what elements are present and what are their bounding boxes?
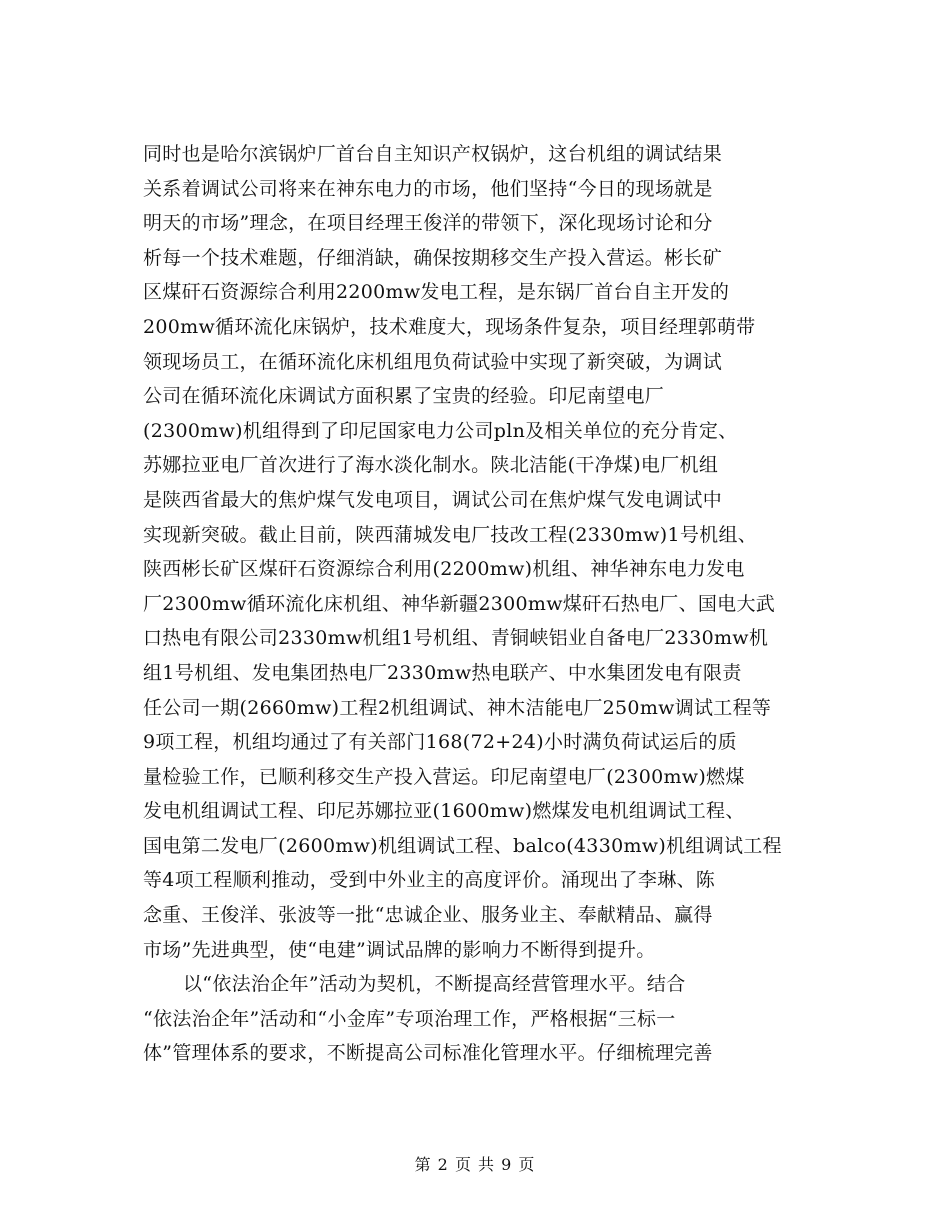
text-line: 厂2300mw循环流化床机组、神华新疆2300mw煤矸石热电厂、国电大武 <box>143 592 776 615</box>
text-line: 国电第二发电厂(2600mw)机组调试工程、balco(4330mw)机组调试工程 <box>143 834 782 857</box>
text-line: 体”管理体系的要求，不断提高公司标准化管理水平。仔细梳理完善 <box>143 1042 713 1065</box>
text-line: 200mw循环流化床锅炉，技术难度大，现场条件复杂，项目经理郭萌带 <box>143 315 756 338</box>
text-line: 区煤矸石资源综合利用2200mw发电工程，是东锅厂首台自主开发的 <box>143 281 730 304</box>
text-line: 等4项工程顺利推动，受到中外业主的高度评价。涌现出了李琳、陈 <box>143 869 716 892</box>
text-line: 公司在循环流化床调试方面积累了宝贵的经验。印尼南望电厂 <box>143 385 665 408</box>
text-line: 市场”先进典型，使“电建”调试品牌的影响力不断得到提升。 <box>143 938 656 961</box>
text-line: 明天的市场”理念，在项目经理王俊洋的带领下，深化现场讨论和分 <box>143 212 713 235</box>
text-line: 念重、王俊洋、张波等一批“忠诚企业、服务业主、奉献精品、赢得 <box>143 904 713 927</box>
text-line: 关系着调试公司将来在神东电力的市场，他们坚持“今日的现场就是 <box>143 177 713 200</box>
text-line: 发电机组调试工程、印尼苏娜拉亚(1600mw)燃煤发电机组调试工程、 <box>143 800 745 823</box>
text-line: 口热电有限公司2330mw机组1号机组、青铜峡铝业自备电厂2330mw机 <box>143 627 769 650</box>
text-line: 实现新突破。截止目前，陕西蒲城发电厂技改工程(2330mw)1号机组、 <box>143 523 758 546</box>
text-line: 陕西彬长矿区煤矸石资源综合利用(2200mw)机组、神华神东电力发电 <box>143 558 745 581</box>
text-line: 量检验工作，已顺利移交生产投入营运。印尼南望电厂(2300mw)燃煤 <box>143 765 745 788</box>
body-text <box>143 137 815 1071</box>
text-line: 9项工程，机组均通过了有关部门168(72+24)小时满负荷试运后的质 <box>143 731 737 754</box>
text-line: 析每一个技术难题，仔细消缺，确保按期移交生产投入营运。彬长矿 <box>143 246 723 269</box>
text-line: 是陕西省最大的焦炉煤气发电项目，调试公司在焦炉煤气发电调试中 <box>143 488 723 511</box>
text-line: 以“依法治企年”活动为契机，不断提高经营管理水平。结合 <box>183 973 686 996</box>
text-line: 同时也是哈尔滨锅炉厂首台自主知识产权锅炉，这台机组的调试结果 <box>143 143 723 165</box>
text-line: “依法治企年”活动和“小金库”专项治理工作，严格根据“三标一 <box>143 1007 676 1030</box>
text-line: (2300mw)机组得到了印尼国家电力公司pln及相关单位的充分肯定、 <box>143 419 738 442</box>
text-line: 组1号机组、发电集团热电厂2330mw热电联产、中水集团发电有限责 <box>143 661 742 684</box>
text-line: 苏娜拉亚电厂首次进行了海水淡化制水。陕北洁能(干净煤)电厂机组 <box>143 454 719 477</box>
page-footer: 第 2 页 共 9 页 <box>414 1155 536 1174</box>
text-line: 任公司一期(2660mw)工程2机组调试、神木洁能电厂250mw调试工程等 <box>143 696 772 719</box>
text-line: 领现场员工，在循环流化床机组甩负荷试验中实现了新突破，为调试 <box>143 350 723 373</box>
